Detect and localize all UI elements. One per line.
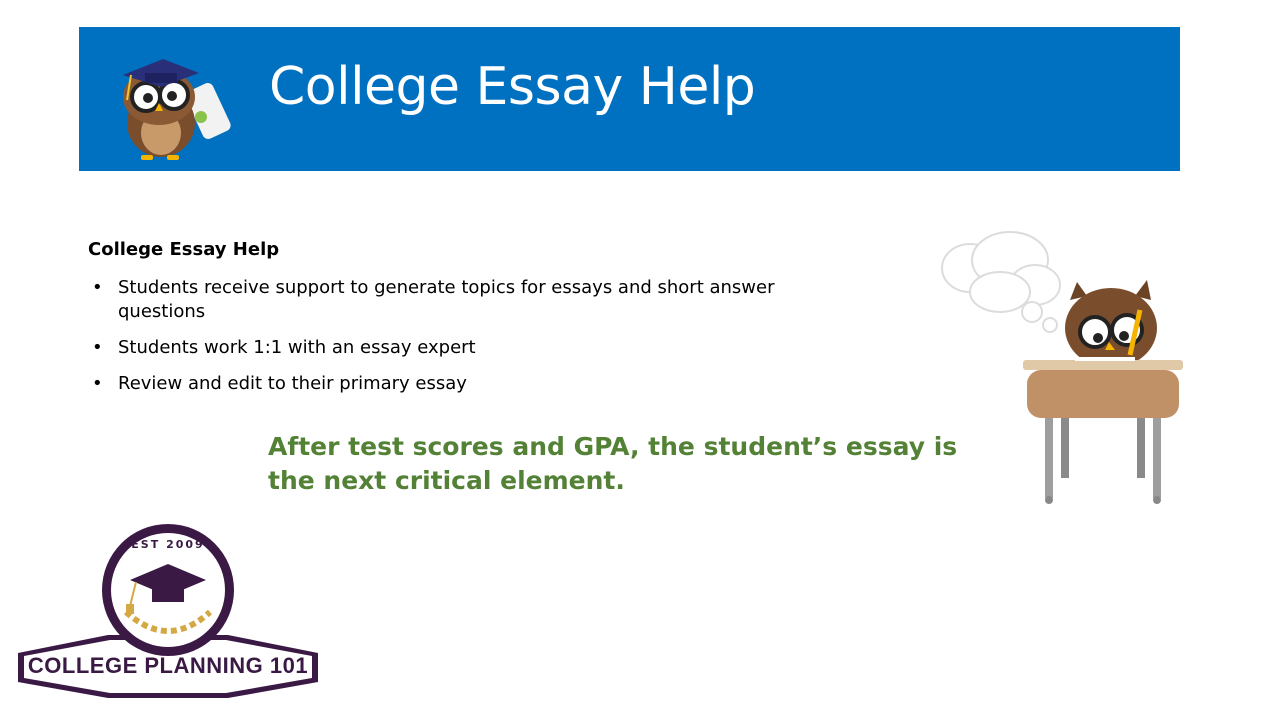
list-item [88, 336, 848, 360]
callout-text: After test scores and GPA, the student’s essay is the next critical element. [268, 432, 958, 495]
logo-name: COLLEGE PLANNING 101 [27, 653, 309, 678]
bullet-text: Students receive support to generate topics for essays and short answer questions [118, 277, 775, 322]
title-banner [79, 27, 1180, 171]
page-title: College Essay Help [269, 57, 756, 117]
bullet-text: Review and edit to their primary essay [118, 373, 467, 394]
list-item [88, 372, 848, 396]
logo-est: EST 2009 [131, 538, 205, 551]
college-planning-logo [18, 520, 318, 710]
bullet-text: Students work 1:1 with an essay expert [118, 337, 476, 358]
bullet-icon: • [92, 373, 103, 394]
bullet-list [88, 276, 848, 408]
bullet-icon: • [92, 277, 103, 298]
owl-desk-icon [935, 230, 1195, 520]
owl-graduate-icon [101, 45, 236, 163]
section-heading: College Essay Help [88, 239, 280, 260]
list-item [88, 276, 848, 324]
bullet-icon: • [92, 337, 103, 358]
